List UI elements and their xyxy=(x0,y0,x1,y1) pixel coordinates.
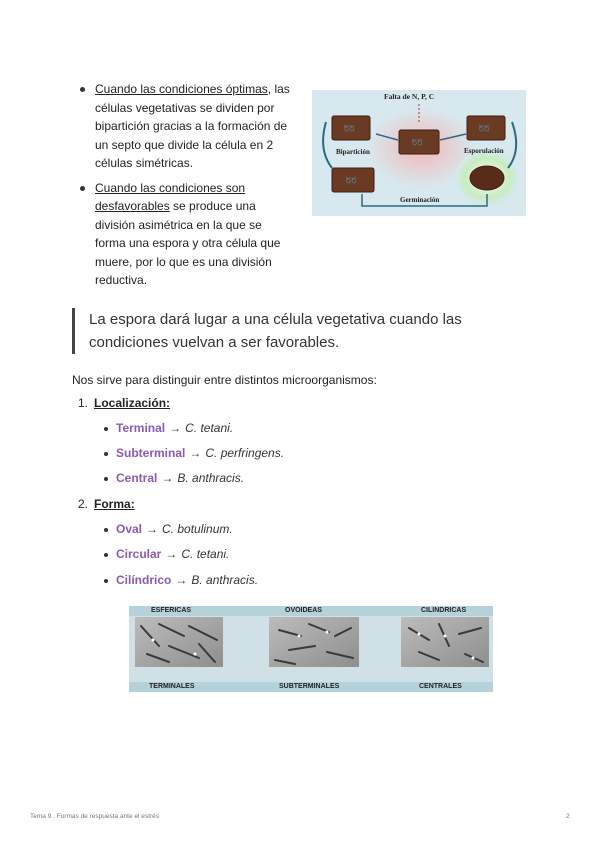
arrow: → xyxy=(165,547,178,561)
list-heading: Localización: xyxy=(94,396,171,410)
arrow: → xyxy=(146,522,159,536)
highlight-quote: La espora dará lugar a una célula vegetativa cuando las condiciones vuelvan a ser favorables. xyxy=(72,308,509,354)
arrow: → xyxy=(161,471,174,485)
ordered-list-item xyxy=(78,396,170,410)
bullet-underlined: Cuando las condiciones óptimas xyxy=(95,82,268,96)
bullet-item xyxy=(78,80,293,173)
species: B. anthracis. xyxy=(191,573,259,587)
ordered-list-item xyxy=(78,497,135,511)
arrow: → xyxy=(169,421,182,435)
figure-label-right: Esporulación xyxy=(464,147,504,155)
svg-text:➿: ➿ xyxy=(345,176,358,187)
sub-list-item xyxy=(104,446,284,460)
micrograph-label: SUBTERMINALES xyxy=(279,683,340,690)
bullet-dot xyxy=(104,553,108,557)
micrograph-label: ESFERICAS xyxy=(151,607,192,614)
bullet-item xyxy=(78,179,293,290)
species: B. anthracis. xyxy=(177,471,245,485)
figure-label-top: Falta de N, P, C xyxy=(384,92,435,101)
intro-text: Nos sirve para distinguir entre distintos microorganismos: xyxy=(72,373,377,387)
micrograph-footer xyxy=(129,682,493,692)
bullet-text: se produce una división asimétrica en la que se forma una espora y otra célula que muere, por lo que es una división reductiva. xyxy=(95,199,281,287)
sporulation-cycle-figure xyxy=(312,90,526,216)
sub-list-item xyxy=(104,547,229,561)
species: C. botulinum. xyxy=(162,522,233,536)
bullet-dot xyxy=(104,579,108,583)
sub-term: Subterminal xyxy=(116,446,186,460)
svg-text:➿: ➿ xyxy=(343,124,356,135)
sub-list-item xyxy=(104,522,233,536)
sub-term: Central xyxy=(116,471,158,485)
sub-term: Circular xyxy=(116,547,162,561)
sub-term: Terminal xyxy=(116,421,166,435)
arrow: → xyxy=(175,573,188,587)
bullet-dot xyxy=(80,186,85,191)
bullet-underlined: Cuando las condiciones son desfavorables xyxy=(95,180,246,213)
species: C. tetani. xyxy=(181,547,230,561)
micrograph-label: TERMINALES xyxy=(149,683,195,690)
micrograph-images xyxy=(129,606,493,692)
list-number: 1. xyxy=(78,396,89,410)
spore-micrograph-figure xyxy=(129,606,493,692)
sub-term: Oval xyxy=(116,522,143,536)
bullet-dot xyxy=(104,477,108,481)
species: C. perfringens. xyxy=(205,446,285,460)
micrograph-label: OVOIDEAS xyxy=(285,607,322,614)
figure-label-left: Bipartición xyxy=(336,148,370,156)
bullet-list xyxy=(78,80,293,296)
sub-list-item xyxy=(104,471,244,485)
svg-text:➿: ➿ xyxy=(411,138,424,149)
sub-term: Cilíndrico xyxy=(116,573,172,587)
micrograph-label: CENTRALES xyxy=(419,683,462,690)
bullet-text: , las células vegetativas se dividen por bipartición gracias a la formación de un septo que divide la célula en 2 células simétricas. xyxy=(95,82,290,170)
svg-text:➿: ➿ xyxy=(478,124,491,135)
page-footer: Tema 9 . Formas de respuesta ante el estrés xyxy=(30,813,159,820)
page-number: 2 xyxy=(566,813,570,820)
micrograph-label: CILINDRICAS xyxy=(421,607,467,614)
bullet-dot xyxy=(104,528,108,532)
sub-list-item xyxy=(104,421,233,435)
species: C. tetani. xyxy=(185,421,234,435)
list-number: 2. xyxy=(78,497,89,511)
bullet-dot xyxy=(104,452,108,456)
arrow: → xyxy=(189,446,202,460)
sub-list-item xyxy=(104,573,258,587)
figure-label-bottom: Germinación xyxy=(400,196,440,204)
bullet-dot xyxy=(104,427,108,431)
list-heading: Forma: xyxy=(94,497,135,511)
bullet-dot xyxy=(80,87,85,92)
